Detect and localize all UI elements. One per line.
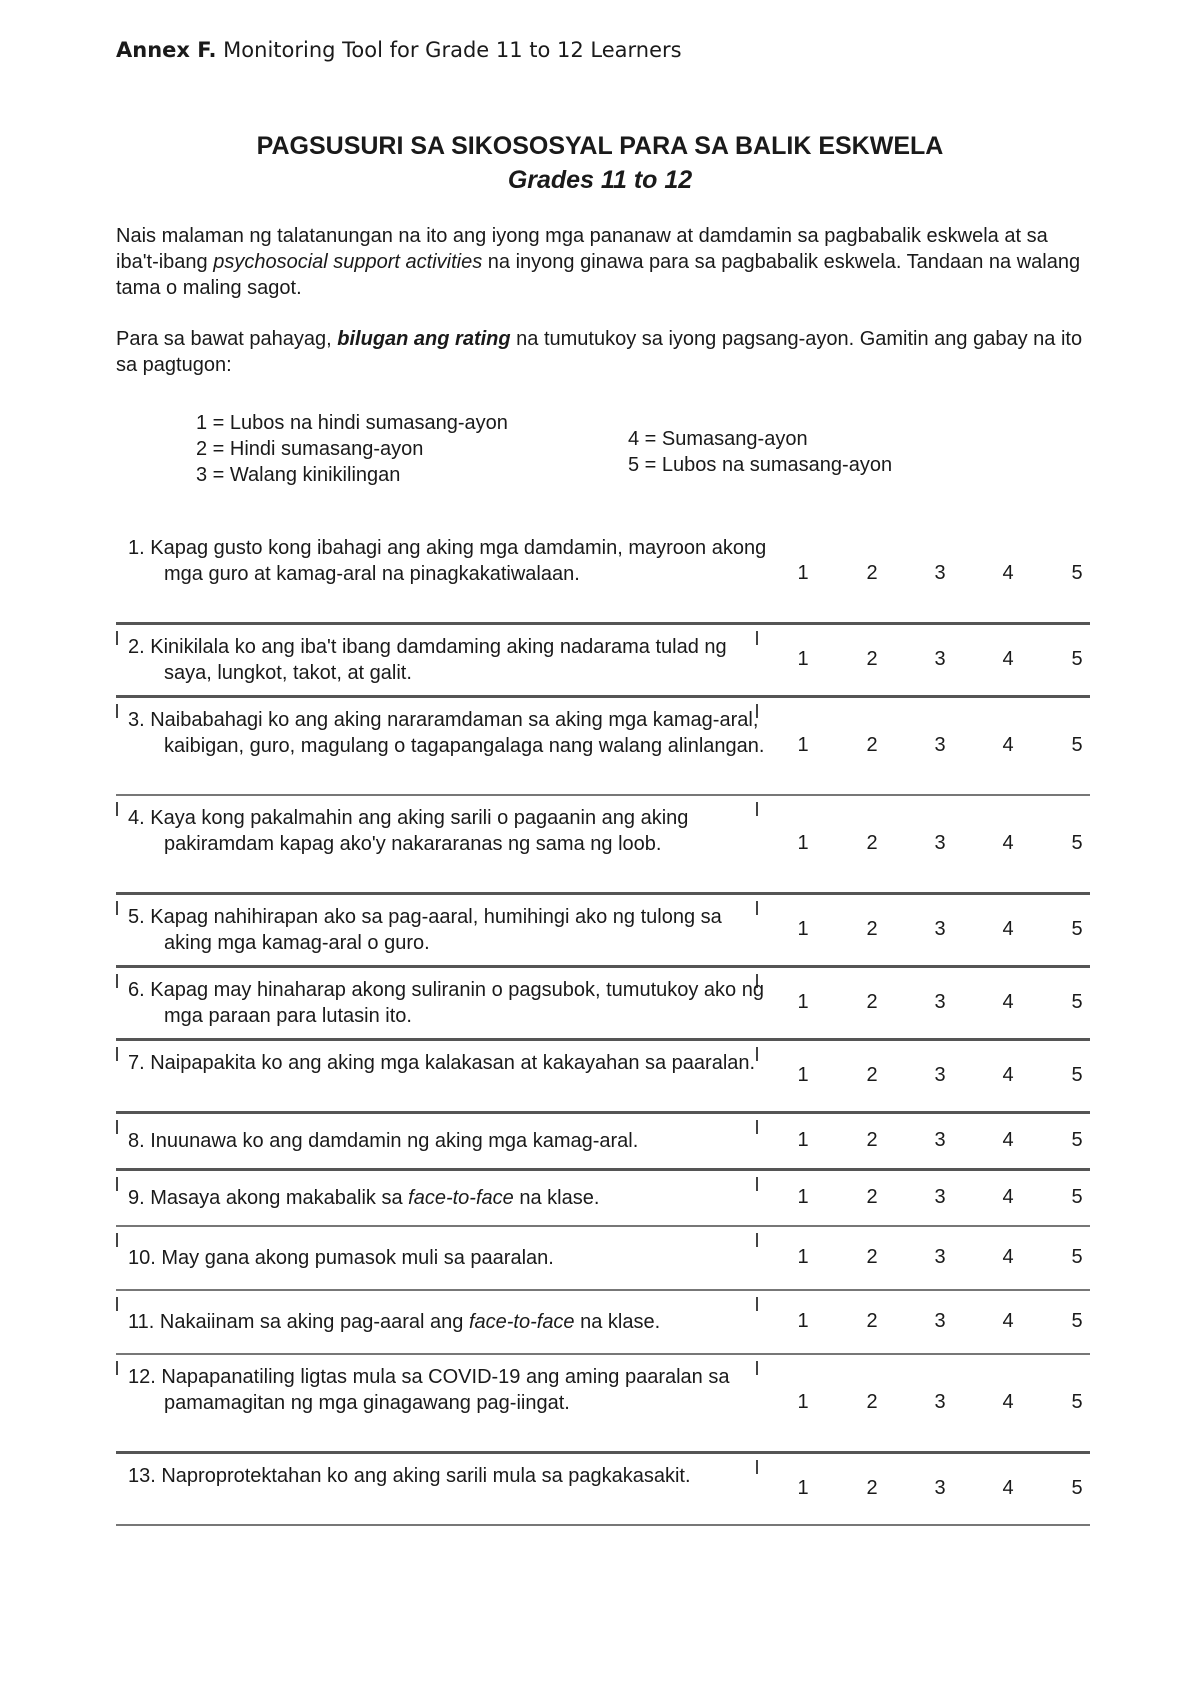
- instruction-bold: bilugan ang rating: [337, 328, 511, 350]
- rating-option-1[interactable]: 1: [797, 1186, 809, 1208]
- question-text-main: 9. Masaya akong makabalik sa: [128, 1187, 409, 1209]
- question-text: [128, 805, 774, 857]
- question-text-main: 11. Nakaiinam sa aking pag-aaral ang: [128, 1311, 469, 1333]
- question-text-main: 4. Kaya kong pakalmahin ang aking sarili o pagaanin ang aking pakiramdam kapag ako'y nakararanas ng sama ng loob.: [128, 807, 689, 855]
- question-text: [128, 535, 774, 587]
- rating-option-4[interactable]: 4: [1002, 1246, 1014, 1268]
- rating-option-5[interactable]: 5: [1071, 562, 1083, 584]
- rating-option-2[interactable]: 2: [866, 918, 878, 940]
- question-text: [128, 1050, 774, 1076]
- scale-item-2: 2 = Hindi sumasang-ayon: [196, 438, 424, 460]
- question-row: [116, 1114, 1090, 1171]
- rating-option-4[interactable]: 4: [1002, 1129, 1014, 1151]
- rating-option-2[interactable]: 2: [866, 562, 878, 584]
- row-tick-mark: [116, 1233, 118, 1247]
- rating-option-1[interactable]: 1: [797, 1129, 809, 1151]
- scale-item-5: 5 = Lubos na sumasang-ayon: [628, 454, 893, 476]
- rating-option-1[interactable]: 1: [797, 918, 809, 940]
- question-text-main: 13. Naproprotektahan ko ang aking sarili mula sa pagkakasakit.: [128, 1465, 691, 1487]
- question-text: [128, 1463, 774, 1489]
- instruction-paragraph: [116, 326, 1091, 378]
- rating-option-4[interactable]: 4: [1002, 1477, 1014, 1499]
- scale-item-3: 3 = Walang kinikilingan: [196, 464, 401, 486]
- question-text-main: 5. Kapag nahihirapan ako sa pag-aaral, humihingi ako ng tulong sa aking mga kamag-aral o guro.: [128, 906, 722, 954]
- rating-option-4[interactable]: 4: [1002, 734, 1014, 756]
- rating-option-3[interactable]: 3: [934, 734, 946, 756]
- page-title: PAGSUSURI SA SIKOSOSYAL PARA SA BALIK ESKWELA: [256, 132, 944, 160]
- rating-option-3[interactable]: 3: [934, 1310, 946, 1332]
- rating-option-3[interactable]: 3: [934, 1129, 946, 1151]
- rating-option-2[interactable]: 2: [866, 991, 878, 1013]
- rating-option-2[interactable]: 2: [866, 1064, 878, 1086]
- rating-option-1[interactable]: 1: [797, 1477, 809, 1499]
- annex-label: Annex F.: [116, 38, 217, 62]
- annex-header: [116, 38, 682, 62]
- rating-option-1[interactable]: 1: [797, 832, 809, 854]
- question-text: [128, 634, 774, 686]
- scale-item-4: 4 = Sumasang-ayon: [628, 428, 808, 450]
- rating-option-1[interactable]: 1: [797, 1391, 809, 1413]
- rating-option-1[interactable]: 1: [797, 562, 809, 584]
- instruction-text-2: na tumutukoy sa iyong pagsang-ayon. Gamitin ang gabay na ito sa pagtugon:: [116, 328, 1083, 376]
- question-text: [128, 707, 774, 759]
- rating-option-3[interactable]: 3: [934, 991, 946, 1013]
- row-tick-mark: [116, 704, 118, 718]
- rating-option-2[interactable]: 2: [866, 1477, 878, 1499]
- rating-option-4[interactable]: 4: [1002, 1064, 1014, 1086]
- rating-option-1[interactable]: 1: [797, 1064, 809, 1086]
- question-text-main: 2. Kinikilala ko ang iba't ibang damdaming aking nadarama tulad ng saya, lungkot, takot, at galit.: [128, 636, 727, 684]
- question-text-main: 1. Kapag gusto kong ibahagi ang aking mga damdamin, mayroon akong mga guro at kamag-aral na pinagkakatiwalaan.: [128, 537, 767, 585]
- rating-option-5[interactable]: 5: [1071, 832, 1083, 854]
- rating-option-4[interactable]: 4: [1002, 1391, 1014, 1413]
- rating-option-2[interactable]: 2: [866, 1310, 878, 1332]
- question-row: [116, 625, 1090, 698]
- row-tick-mark: [116, 901, 118, 915]
- rating-option-2[interactable]: 2: [866, 832, 878, 854]
- question-row: [116, 1454, 1090, 1526]
- rating-option-5[interactable]: 5: [1071, 918, 1083, 940]
- question-text-main: 7. Naipapakita ko ang aking mga kalakasan at kakayahan sa paaralan.: [128, 1052, 756, 1074]
- question-row: [116, 796, 1090, 895]
- rating-option-4[interactable]: 4: [1002, 1186, 1014, 1208]
- scale-item-1: 1 = Lubos na hindi sumasang-ayon: [196, 412, 508, 434]
- question-text-main: 3. Naibabahagi ko ang aking nararamdaman sa aking mga kamag-aral, kaibigan, guro, magulang o tagapangalaga nang walang alinlangan.: [128, 709, 765, 757]
- rating-option-1[interactable]: 1: [797, 734, 809, 756]
- rating-option-4[interactable]: 4: [1002, 1310, 1014, 1332]
- question-text: [128, 1309, 774, 1335]
- question-text-end: na klase.: [513, 1187, 600, 1209]
- rating-option-2[interactable]: 2: [866, 1129, 878, 1151]
- rating-option-5[interactable]: 5: [1071, 734, 1083, 756]
- row-tick-mark: [116, 631, 118, 645]
- question-row: [116, 895, 1090, 968]
- rating-option-3[interactable]: 3: [934, 1064, 946, 1086]
- rating-option-4[interactable]: 4: [1002, 991, 1014, 1013]
- question-text-main: 8. Inuunawa ko ang damdamin ng aking mga kamag-aral.: [128, 1130, 639, 1152]
- question-text: [128, 1128, 774, 1154]
- rating-option-5[interactable]: 5: [1071, 1186, 1083, 1208]
- rating-option-2[interactable]: 2: [866, 1391, 878, 1413]
- question-row: [116, 1171, 1090, 1227]
- rating-option-3[interactable]: 3: [934, 648, 946, 670]
- questionnaire-table: [116, 526, 1090, 1526]
- rating-option-5[interactable]: 5: [1071, 1391, 1083, 1413]
- rating-option-3[interactable]: 3: [934, 832, 946, 854]
- rating-option-5[interactable]: 5: [1071, 1129, 1083, 1151]
- rating-option-2[interactable]: 2: [866, 1246, 878, 1268]
- rating-option-5[interactable]: 5: [1071, 1064, 1083, 1086]
- rating-option-4[interactable]: 4: [1002, 832, 1014, 854]
- rating-option-2[interactable]: 2: [866, 1186, 878, 1208]
- rating-option-3[interactable]: 3: [934, 1477, 946, 1499]
- question-row: [116, 968, 1090, 1041]
- scale-legend-left: [196, 410, 508, 488]
- intro-paragraph: [116, 223, 1091, 301]
- rating-option-5[interactable]: 5: [1071, 1246, 1083, 1268]
- question-text-italic: face-to-face: [408, 1187, 514, 1209]
- question-row: [116, 1291, 1090, 1355]
- page-subtitle: Grades 11 to 12: [507, 166, 693, 194]
- instruction-text-1: Para sa bawat pahayag,: [116, 328, 338, 350]
- row-tick-mark: [116, 974, 118, 988]
- row-tick-mark: [116, 1047, 118, 1061]
- question-text: [128, 1245, 774, 1271]
- rating-option-1[interactable]: 1: [797, 1310, 809, 1332]
- question-text-main: 6. Kapag may hinaharap akong suliranin o pagsubok, tumutukoy ako ng mga paraan para lutasin ito.: [128, 979, 764, 1027]
- question-text-italic: face-to-face: [468, 1311, 575, 1333]
- question-row: [116, 1041, 1090, 1114]
- row-tick-mark: [116, 1361, 118, 1375]
- rating-option-4[interactable]: 4: [1002, 648, 1014, 670]
- rating-option-4[interactable]: 4: [1002, 562, 1014, 584]
- row-tick-mark: [116, 1297, 118, 1311]
- rating-option-3[interactable]: 3: [934, 562, 946, 584]
- rating-option-1[interactable]: 1: [797, 991, 809, 1013]
- rating-option-5[interactable]: 5: [1071, 648, 1083, 670]
- rating-option-2[interactable]: 2: [866, 734, 878, 756]
- question-row: [116, 1355, 1090, 1454]
- question-text-end: na klase.: [574, 1311, 661, 1333]
- row-tick-mark: [116, 802, 118, 816]
- question-text-main: 12. Napapanatiling ligtas mula sa COVID-19 ang aming paaralan sa pamamagitan ng mga ginagawang pag-iingat.: [128, 1366, 730, 1414]
- rating-option-1[interactable]: 1: [797, 1246, 809, 1268]
- rating-option-5[interactable]: 5: [1071, 1310, 1083, 1332]
- rating-option-1[interactable]: 1: [797, 648, 809, 670]
- rating-option-2[interactable]: 2: [866, 648, 878, 670]
- question-row: [116, 1227, 1090, 1291]
- rating-option-3[interactable]: 3: [934, 1391, 946, 1413]
- intro-text-1: Nais malaman ng talatanungan na ito ang iyong mga pananaw at damdamin sa pagbabalik eskwela at sa iba't-ibang: [116, 225, 1048, 273]
- rating-option-3[interactable]: 3: [934, 1186, 946, 1208]
- question-text: [128, 1364, 774, 1416]
- rating-option-5[interactable]: 5: [1071, 991, 1083, 1013]
- rating-option-4[interactable]: 4: [1002, 918, 1014, 940]
- question-row: [116, 526, 1090, 625]
- rating-option-5[interactable]: 5: [1071, 1477, 1083, 1499]
- question-row: [116, 698, 1090, 796]
- question-text-main: 10. May gana akong pumasok muli sa paaralan.: [128, 1247, 554, 1269]
- rating-option-3[interactable]: 3: [934, 1246, 946, 1268]
- intro-italic: psychosocial support activities: [213, 251, 483, 273]
- scale-legend-right: [628, 426, 892, 478]
- row-tick-mark: [116, 1120, 118, 1134]
- question-text: [128, 977, 774, 1029]
- rating-option-3[interactable]: 3: [934, 918, 946, 940]
- intro-text-2: na inyong ginawa para sa pagbabalik eskwela. Tandaan na walang tama o maling sagot.: [116, 251, 1081, 299]
- question-text: [128, 1185, 774, 1211]
- annex-text: Monitoring Tool for Grade 11 to 12 Learners: [216, 38, 682, 62]
- row-tick-mark: [116, 1177, 118, 1191]
- question-text: [128, 904, 774, 956]
